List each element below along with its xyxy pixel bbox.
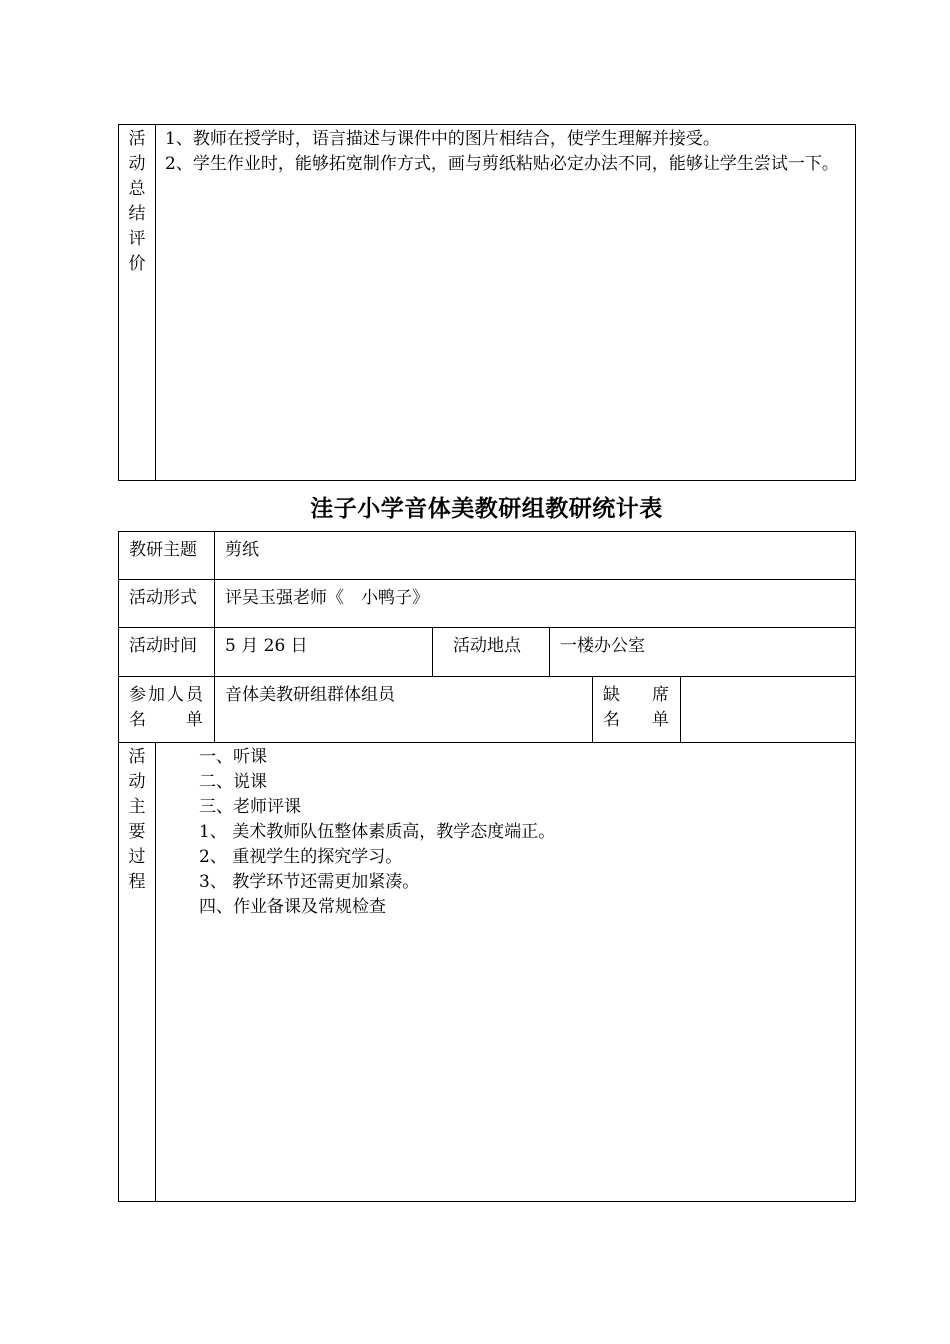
summary-label-char: 评 bbox=[128, 229, 146, 249]
process-line: 三、老师评课 bbox=[199, 797, 301, 817]
process-line: 一、听课 bbox=[199, 747, 267, 767]
form-value: 评吴玉强老师《 小鸭子》 bbox=[215, 580, 856, 628]
participants-label bbox=[119, 677, 215, 743]
absent-label-row-2: 名 单 bbox=[603, 710, 669, 730]
process-label-char: 活 bbox=[128, 747, 146, 767]
place-value: 一楼办公室 bbox=[550, 628, 856, 677]
process-label-char: 过 bbox=[128, 847, 146, 867]
summary-label-char: 动 bbox=[128, 154, 146, 174]
time-label: 活动时间 bbox=[119, 628, 215, 677]
process-content bbox=[156, 743, 856, 1202]
process-line: 二、说课 bbox=[199, 772, 267, 792]
process-label-char: 主 bbox=[128, 797, 146, 817]
process-label-char: 程 bbox=[128, 872, 146, 892]
topic-value: 剪纸 bbox=[215, 532, 856, 580]
participants-value: 音体美教研组群体组员 bbox=[215, 677, 593, 743]
absent-label bbox=[593, 677, 681, 743]
summary-line-1: 1、教师在授学时，语言描述与课件中的图片相结合，使学生理解并接受。 bbox=[165, 129, 720, 149]
page-title: 洼子小学音体美教研组教研统计表 bbox=[310, 495, 663, 522]
time-value: 5 月 26 日 bbox=[215, 628, 433, 677]
summary-label-char: 总 bbox=[128, 179, 146, 199]
process-label bbox=[119, 743, 156, 1202]
form-label: 活动形式 bbox=[119, 580, 215, 628]
summary-label-char: 活 bbox=[128, 129, 146, 149]
topic-label: 教研主题 bbox=[119, 532, 215, 580]
place-label: 活动地点 bbox=[433, 628, 550, 677]
summary-line-2: 2、学生作业时，能够拓宽制作方式，画与剪纸粘贴必定办法不同，能够让学生尝试一下。 bbox=[165, 154, 839, 174]
process-line: 3、 教学环节还需更加紧凑。 bbox=[199, 872, 420, 892]
process-label-char: 动 bbox=[128, 772, 146, 792]
process-line: 1、 美术教师队伍整体素质高，教学态度端正。 bbox=[199, 822, 556, 842]
absent-label-row-1: 缺 席 bbox=[603, 685, 669, 705]
process-label-char: 要 bbox=[128, 822, 146, 842]
summary-label-char: 结 bbox=[128, 204, 146, 224]
absent-value bbox=[681, 677, 856, 743]
participants-label-row-1: 参 加 人 员 bbox=[129, 685, 203, 705]
summary-label-char: 价 bbox=[128, 254, 146, 274]
process-line: 四、作业备课及常规检查 bbox=[199, 897, 386, 917]
summary-table bbox=[118, 124, 856, 481]
participants-label-row-2: 名 单 bbox=[129, 710, 203, 730]
summary-content bbox=[156, 125, 856, 481]
stats-table bbox=[118, 531, 856, 1202]
summary-label bbox=[119, 125, 156, 481]
process-line: 2、 重视学生的探究学习。 bbox=[199, 847, 403, 867]
